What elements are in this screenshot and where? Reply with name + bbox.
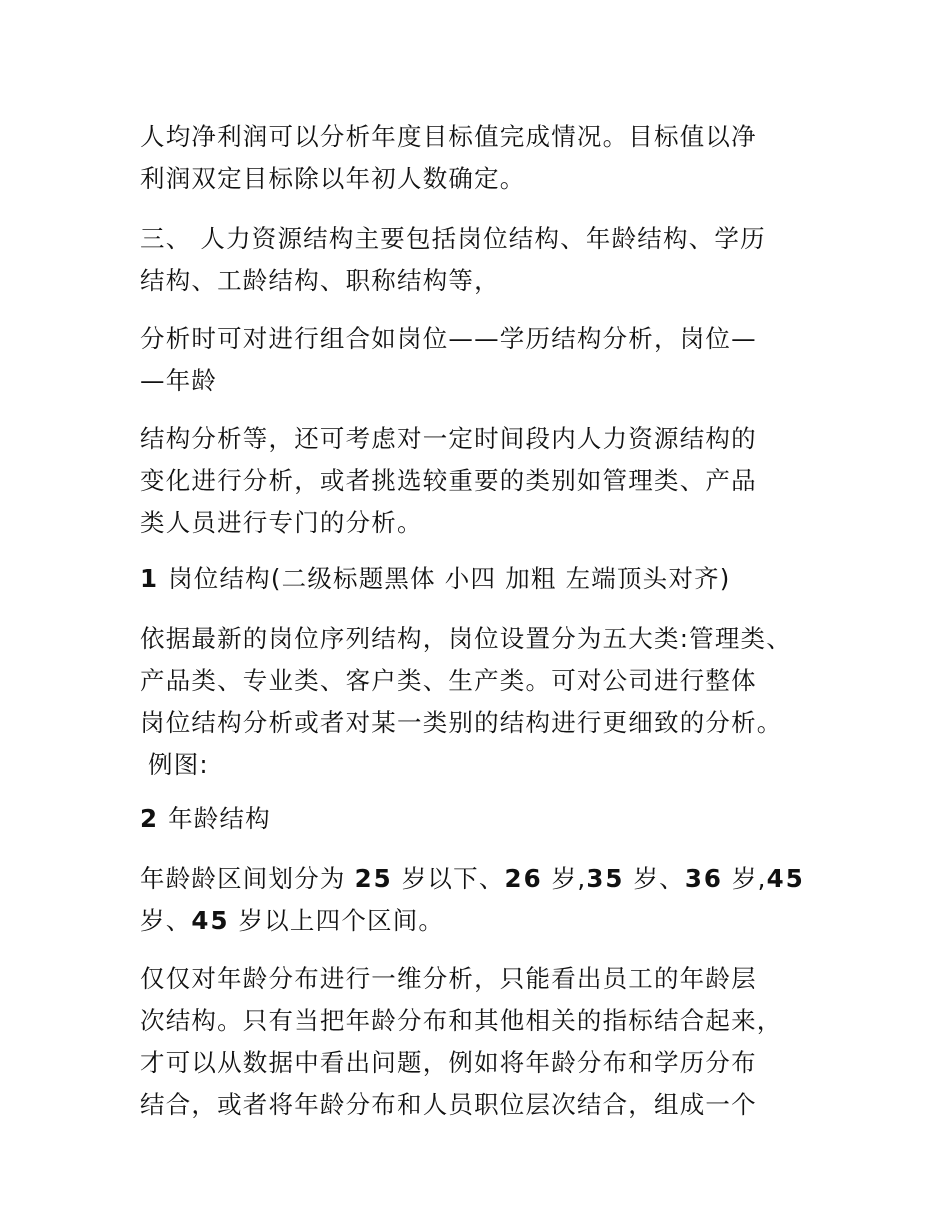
text-line: 产品类、专业类、客户类、生产类。可对公司进行整体 [140,666,757,695]
text-line: 变化进行分析，或者挑选较重要的类别如管理类、产品 [140,466,757,495]
paragraph-hr-structure [140,218,820,302]
text-line: 依据最新的岗位序列结构，岗位设置分为五大类:管理类、 [140,624,792,653]
text-line: 岁、45 岁以上四个区间。 [140,906,445,935]
text-line: 仅仅对年龄分布进行一维分析，只能看出员工的年龄层 [140,964,757,993]
text-line: 才可以从数据中看出问题，例如将年龄分布和学历分布 [140,1048,757,1077]
text-line: 结构分析等，还可考虑对一定时间段内人力资源结构的 [140,424,757,453]
heading-text: 岗位结构(二级标题黑体 小四 加粗 左端顶头对齐) [168,564,731,593]
heading-number: 1 [140,564,160,593]
text-line: 三、 人力资源结构主要包括岗位结构、年龄结构、学历 [140,224,766,253]
paragraph-net-profit [140,116,820,200]
paragraph-structure-change [140,418,820,544]
text-line: 结合，或者将年龄分布和人员职位层次结合，组成一个 [140,1090,757,1119]
paragraph-position-categories [140,618,820,786]
paragraph-age-ranges [140,858,820,942]
text-line: 岗位结构分析或者对某一类别的结构进行更细致的分析。 [140,708,783,737]
text-line: 人均净利润可以分析年度目标值完成情况。目标值以净 [140,122,757,151]
text-line: 年龄龄区间划分为 25 岁以下、26 岁,35 岁、36 岁,45 [140,864,805,893]
text-line: 分析时可对进行组合如岗位——学历结构分析，岗位— [140,324,757,353]
text-line: 类人员进行专门的分析。 [140,508,423,537]
text-line: 次结构。只有当把年龄分布和其他相关的指标结合起来， [140,1006,783,1035]
heading-text: 年龄结构 [168,804,271,833]
heading-position-structure [140,558,820,600]
paragraph-combination-analysis [140,318,820,402]
text-line: 结构、工龄结构、职称结构等， [140,266,500,295]
text-line: —年龄 [140,366,218,395]
heading-age-structure [140,798,820,840]
heading-number: 2 [140,804,160,833]
text-line: 利润双定目标除以年初人数确定。 [140,164,526,193]
text-line: 例图: [148,750,209,779]
paragraph-age-analysis [140,958,820,1126]
